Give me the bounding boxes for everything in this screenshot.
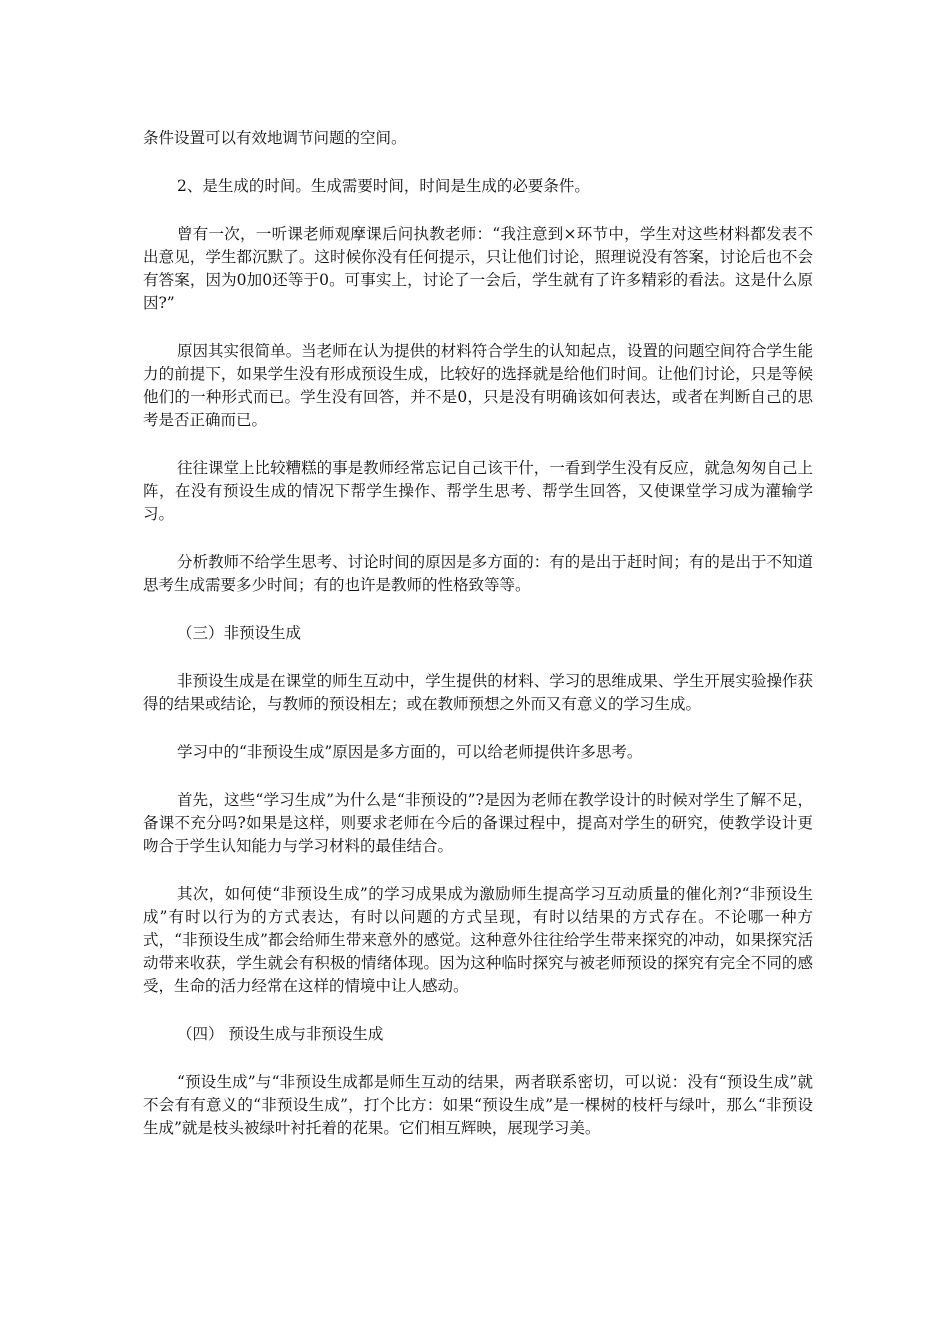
paragraph: 首先，这些“学习生成”为什么是“非预设的”?是因为老师在教学设计的时候对学生了解不足，备课不充分吗?如果是这样，则要求老师在今后的备课过程中，提高对学生的研究，使教学设计更吻合于学生认知能力与学习材料的最佳结合。 bbox=[143, 791, 813, 855]
paragraph: 2、是生成的时间。生成需要时间，时间是生成的必要条件。 bbox=[177, 177, 590, 195]
document-body bbox=[143, 127, 813, 1165]
paragraph: 条件设置可以有效地调节问题的空间。 bbox=[143, 129, 407, 147]
paragraph: 原因其实很简单。当老师在认为提供的材料符合学生的认知起点，设置的问题空间符合学生能力的前提下，如果学生没有形成预设生成，比较好的选择就是给他们时间。让他们讨论，只是等候他们的一种形式而已。学生没有回答，并不是0，只是没有明确该如何表达，或者在判断自己的思考是否正确而已。 bbox=[143, 342, 813, 429]
paragraph: 其次，如何使“非预设生成”的学习成果成为激励师生提高学习互动质量的催化剂?“非预设生成”有时以行为的方式表达，有时以问题的方式呈现，有时以结果的方式存在。不论哪一种方式，“非预设生成”都会给师生带来意外的感觉。这种意外往往给学生带来探究的冲动，如果探究活动带来收获，学生就会有积极的情绪体现。因为这种临时探究与被老师预设的探究有完全不同的感受，生命的活力经常在这样的情境中让人感动。 bbox=[143, 885, 813, 995]
paragraph: 非预设生成是在课堂的师生互动中，学生提供的材料、学习的思维成果、学生开展实验操作获得的结果或结论，与教师的预设相左；或在教师预想之外而又有意义的学习生成。 bbox=[143, 672, 813, 713]
paragraph: 往往课堂上比较糟糕的事是教师经常忘记自己该干什，一看到学生没有反应，就急匆匆自己上阵，在没有预设生成的情况下帮学生操作、帮学生思考、帮学生回答，又使课堂学习成为灌输学习。 bbox=[143, 459, 813, 523]
paragraph: “预设生成”与“非预设生成都是师生互动的结果，两者联系密切，可以说：没有“预设生成”就不会有有意义的“非预设生成”，打个比方：如果“预设生成”是一棵树的枝杆与绿叶，那么“非预设生成”就是枝头被绿叶衬托着的花果。它们相互辉映，展现学习美。 bbox=[143, 1073, 813, 1137]
paragraph: 曾有一次，一听课老师观摩课后问执教老师：“我注意到×环节中，学生对这些材料都发表不出意见，学生都沉默了。这时候你没有任何提示，只让他们讨论，照理说没有答案，讨论后也不会有答案，因为0加0还等于0。可事实上，讨论了一会后，学生就有了许多精彩的看法。这是什么原因?” bbox=[143, 225, 813, 312]
paragraph: 分析教师不给学生思考、讨论时间的原因是多方面的：有的是出于赶时间；有的是出于不知道思考生成需要多少时间；有的也许是教师的性格致等等。 bbox=[143, 553, 813, 594]
section-heading: （三）非预设生成 bbox=[177, 624, 302, 642]
section-heading: （四） 预设生成与非预设生成 bbox=[177, 1025, 384, 1043]
paragraph: 学习中的“非预设生成”原因是多方面的，可以给老师提供许多思考。 bbox=[177, 743, 643, 761]
